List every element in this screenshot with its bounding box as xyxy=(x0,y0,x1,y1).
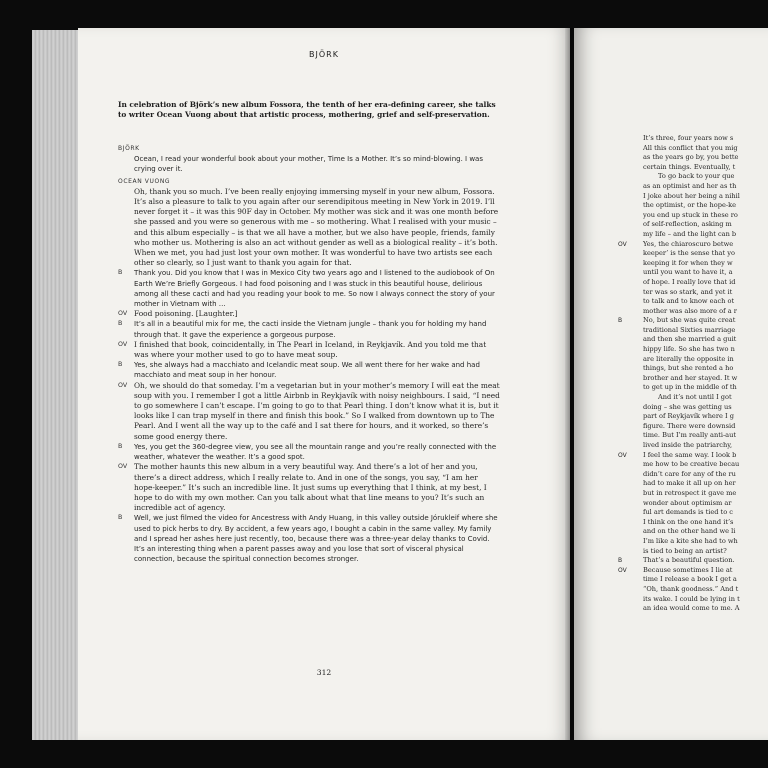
right-page-text xyxy=(618,134,768,614)
line-text: are literally the opposite in xyxy=(643,354,734,363)
right-text-line xyxy=(618,460,768,470)
exchange-text: Thank you. Did you know that I was in Mexico City two years ago and I listened to the audiobook of On Earth We’re Briefly Gorgeous. I had food poisoning and I was stuck in this beautiful house, delirious among all these cacti and had you reading your book to me. So now I always connect the story of your mother in Vietnam with … xyxy=(134,269,495,309)
line-text: I joke about her being a nihil xyxy=(643,191,740,200)
line-text: you end up stuck in these ro xyxy=(643,210,738,219)
right-text-line xyxy=(618,240,768,250)
exchange-paragraph xyxy=(118,268,500,309)
line-text: keeper’ is the sense that yo xyxy=(643,249,735,258)
right-text-line xyxy=(618,537,768,547)
line-text: but in retrospect it gave me xyxy=(643,488,737,497)
line-text: ter was so stark, and yet it xyxy=(643,287,733,296)
line-text: didn’t care for any of the ru xyxy=(643,469,736,478)
line-text: as an optimist and her as th xyxy=(643,181,737,190)
right-text-line xyxy=(618,412,768,422)
line-text: as the years go by, you bette xyxy=(643,153,739,162)
intro-standfirst: In celebration of Björk’s new album Fossora, the tenth of her era-defining career, she talks to writer Ocean Vuong about that artistic process, mothering, grief and self-preservation. xyxy=(118,100,496,120)
exchange-text: Food poisoning. [Laughter.] xyxy=(134,309,238,319)
right-text-line xyxy=(618,172,768,182)
line-text: keeping it for when they w xyxy=(643,258,733,267)
exchange-paragraph xyxy=(118,360,500,380)
line-text: lived inside the patriarchy, xyxy=(643,441,733,449)
right-text-line xyxy=(618,278,768,288)
exchange-text: I finished that book, coincidentally, in The Pearl in Iceland, in Reykjavík. And you told me that was where your mother used to go to have meat soup. xyxy=(134,339,487,360)
speaker-code: B xyxy=(118,442,123,450)
line-text: No, but she was quite creat xyxy=(643,316,736,325)
line-text: “Oh, thank goodness.” And t xyxy=(643,584,739,593)
line-text: To go back to your que xyxy=(658,172,735,181)
right-text-line xyxy=(618,249,768,259)
book-page-edges xyxy=(32,30,84,740)
line-text: is tied to being an artist? xyxy=(643,546,727,555)
line-text: of self-reflection, asking m xyxy=(643,220,732,229)
speaker-code: OV xyxy=(118,340,128,348)
right-text-line xyxy=(618,268,768,278)
right-text-line xyxy=(618,201,768,211)
line-text: Because sometimes I lie at xyxy=(643,565,733,574)
right-text-line xyxy=(618,326,768,336)
exchange-text: It’s all in a beautiful mix for me, the cacti inside the Vietnam jungle – thank you for holding my hand through that. It gave the experience a gorgeous purpose. xyxy=(134,320,487,339)
line-text: part of Reykjavík where I g xyxy=(643,412,734,421)
right-text-line xyxy=(618,211,768,221)
right-text-line xyxy=(618,489,768,499)
speaker-code: B xyxy=(618,557,623,565)
right-text-line xyxy=(618,345,768,355)
exchange-list xyxy=(118,268,500,564)
line-text: I’m like a kite she had to wh xyxy=(643,536,738,545)
line-text: and on the other hand we li xyxy=(643,527,736,536)
right-text-line xyxy=(618,192,768,202)
line-text: Yes, the chiaroscuro betwe xyxy=(643,239,734,248)
right-text-line xyxy=(618,134,768,144)
right-text-line xyxy=(618,144,768,154)
right-text-line xyxy=(618,451,768,461)
right-text-line xyxy=(618,508,768,518)
right-text-line xyxy=(618,470,768,480)
line-text: figure. There were downsid xyxy=(643,421,736,430)
line-text: until you want to have it, a xyxy=(643,268,733,277)
right-text-line xyxy=(618,163,768,173)
line-text: traditional Sixties marriage xyxy=(643,325,736,334)
exchange-paragraph xyxy=(118,513,500,564)
exchange-paragraph xyxy=(118,319,500,339)
right-text-line xyxy=(618,403,768,413)
line-text: to get up in the middle of th xyxy=(643,383,737,392)
speaker-code: OV xyxy=(118,463,128,471)
line-text: I think on the one hand it’s xyxy=(643,517,734,526)
right-page xyxy=(574,28,768,740)
line-text: ful art demands is tied to c xyxy=(643,508,733,517)
exchange-text: Yes, she always had a macchiato and Icelandic meat soup. We all went there for her wake and had macchiato and meat soup in her honour. xyxy=(134,361,480,380)
speaker-code: OV xyxy=(618,240,627,248)
right-text-line xyxy=(618,383,768,393)
line-text: time I release a book I get a xyxy=(643,575,737,584)
line-text: doing – she was getting us xyxy=(643,402,732,411)
speaker-code: B xyxy=(618,317,623,325)
right-text-line xyxy=(618,288,768,298)
right-text-line xyxy=(618,518,768,528)
right-text-line xyxy=(618,499,768,509)
right-text-line xyxy=(618,230,768,240)
right-text-line xyxy=(618,566,768,576)
line-text: I feel the same way. I look b xyxy=(643,450,737,459)
line-text: certain things. Eventually, t xyxy=(643,162,736,171)
right-text-line xyxy=(618,364,768,374)
interview-body xyxy=(118,142,500,564)
right-text-line xyxy=(618,527,768,537)
line-text: its wake. I could be lying in t xyxy=(643,594,740,603)
line-text: time. But I’m really anti-aut xyxy=(643,431,737,440)
line-text: an idea would come to me. A xyxy=(643,604,740,613)
exchange-paragraph xyxy=(118,340,500,360)
right-text-line xyxy=(618,431,768,441)
exchange-text: Oh, we should do that someday. I’m a vegetarian but in your mother’s memory I will eat the meat soup with you. I remember I got a little Airbnb in Reykjavík with noisy neighbours. I said, “I need to go somewhere I can’t escape. I’m going to go to that Pearl thing. I don’t know what it is, but it looks like I can trap myself in there and finish this book.” So I walked from downtown up to The Pearl. And I went all the way up to the café and I sat there for hours, and it worked, so there’s some good energy there. xyxy=(134,380,500,441)
speaker-code: OV xyxy=(618,451,627,459)
right-text-line xyxy=(618,153,768,163)
line-text: wonder about optimism ar xyxy=(643,498,732,507)
right-text-line xyxy=(618,595,768,605)
opening-ocean: Oh, thank you so much. I’ve been really enjoying immersing myself in your new album, Fossora. It’s also a pleasure to talk to you again after our serendipitous meeting in New York in 2019. I’ll never forget it – it was this 90F day in October. My mother was sick and it was one month before she passed and you were so generous with me – so mothering. What I realised with your music – and this album especially – is that we all have a mother, but we also have people, friends, family who mother us. Mothering is also an act without gender as well as a biological reality – it’s both. When we met, you had just lost your own mother. It was wonderful to have two artists see each other so clearly, so I just want to thank you again for that. xyxy=(134,186,499,268)
line-text: All this conflict that you mig xyxy=(643,143,738,152)
right-text-line xyxy=(618,297,768,307)
exchange-text: Well, we just filmed the video for Ancestress with Andy Huang, in this valley outside Jórukleif where she used to pick herbs to dry. By accident, a few years ago, I bought a cabin in the same valley. My family and I spread her ashes here just recently, too, because there was a three-year delay thanks to Covid. It’s an interesting thing when a parent passes away and you lose that sort of visceral physical connection, because the spiritual connection becomes stronger. xyxy=(134,514,498,564)
exchange-paragraph xyxy=(118,462,500,513)
speaker-code: B xyxy=(118,361,123,369)
line-text: It’s three, four years now s xyxy=(643,134,734,142)
right-text-line xyxy=(618,547,768,557)
line-text: That’s a beautiful question. xyxy=(643,556,735,565)
exchange-paragraph xyxy=(118,381,500,442)
line-text: the optimist, or the hope-ke xyxy=(643,201,737,210)
right-text-line xyxy=(618,220,768,230)
opening-bjork: Ocean, I read your wonderful book about your mother, Time Is a Mother. It’s so mind-blowing. I was crying over it. xyxy=(134,155,483,174)
speaker-code: B xyxy=(118,320,123,328)
right-text-line xyxy=(618,259,768,269)
right-text-line xyxy=(618,393,768,403)
line-text: things, but she rented a ho xyxy=(643,364,734,373)
speaker-label-ocean: OCEAN VUONG xyxy=(118,177,171,185)
line-text: and then she married a guit xyxy=(643,335,737,344)
exchange-text: Yes, you get the 360-degree view, you see all the mountain range and you’re really connected with the weather, whatever the weather. It’s a good spot. xyxy=(134,442,497,462)
right-text-line xyxy=(618,182,768,192)
line-text: me how to be creative becau xyxy=(643,460,740,469)
right-text-line xyxy=(618,355,768,365)
running-head: BJÖRK xyxy=(309,50,339,59)
right-text-line xyxy=(618,335,768,345)
line-text: And it’s not until I got xyxy=(658,393,732,402)
right-text-line xyxy=(618,575,768,585)
right-text-line xyxy=(618,422,768,432)
speaker-label-bjork: BJÖRK xyxy=(118,145,140,152)
right-text-line xyxy=(618,585,768,595)
line-text: brother and her stayed. It w xyxy=(643,373,738,382)
exchange-paragraph xyxy=(118,442,500,462)
right-text-line xyxy=(618,556,768,566)
line-text: my life – and the light can b xyxy=(643,229,737,238)
speaker-code: B xyxy=(118,269,123,277)
right-text-line xyxy=(618,604,768,614)
right-text-line xyxy=(618,441,768,451)
right-text-line xyxy=(618,307,768,317)
speaker-code: B xyxy=(118,514,123,522)
speaker-code: OV xyxy=(618,566,627,574)
line-text: hippy life. So she has two n xyxy=(643,345,735,354)
speaker-code: OV xyxy=(118,310,128,318)
line-text: had to make it all up on her xyxy=(643,479,736,488)
right-text-line xyxy=(618,479,768,489)
page-number: 312 xyxy=(316,668,332,677)
right-text-line xyxy=(618,374,768,384)
exchange-paragraph xyxy=(118,309,500,319)
speaker-code: OV xyxy=(118,381,128,389)
right-text-line xyxy=(618,316,768,326)
line-text: mother was also more of a r xyxy=(643,306,737,315)
exchange-text: The mother haunts this new album in a very beautiful way. And there’s a lot of her and you, there’s a direct address, which I really relate to. And in one of the songs, you say, “I am her hope-keeper.” It’s such an incredible line. It just sums up everything that I think, at my best, I hope to do with my own mother. Can you talk about what that line means to you? It’s such an incredible act of agency. xyxy=(134,462,487,513)
line-text: to talk and to know each ot xyxy=(643,297,735,306)
line-text: of hope. I really love that id xyxy=(643,277,736,286)
